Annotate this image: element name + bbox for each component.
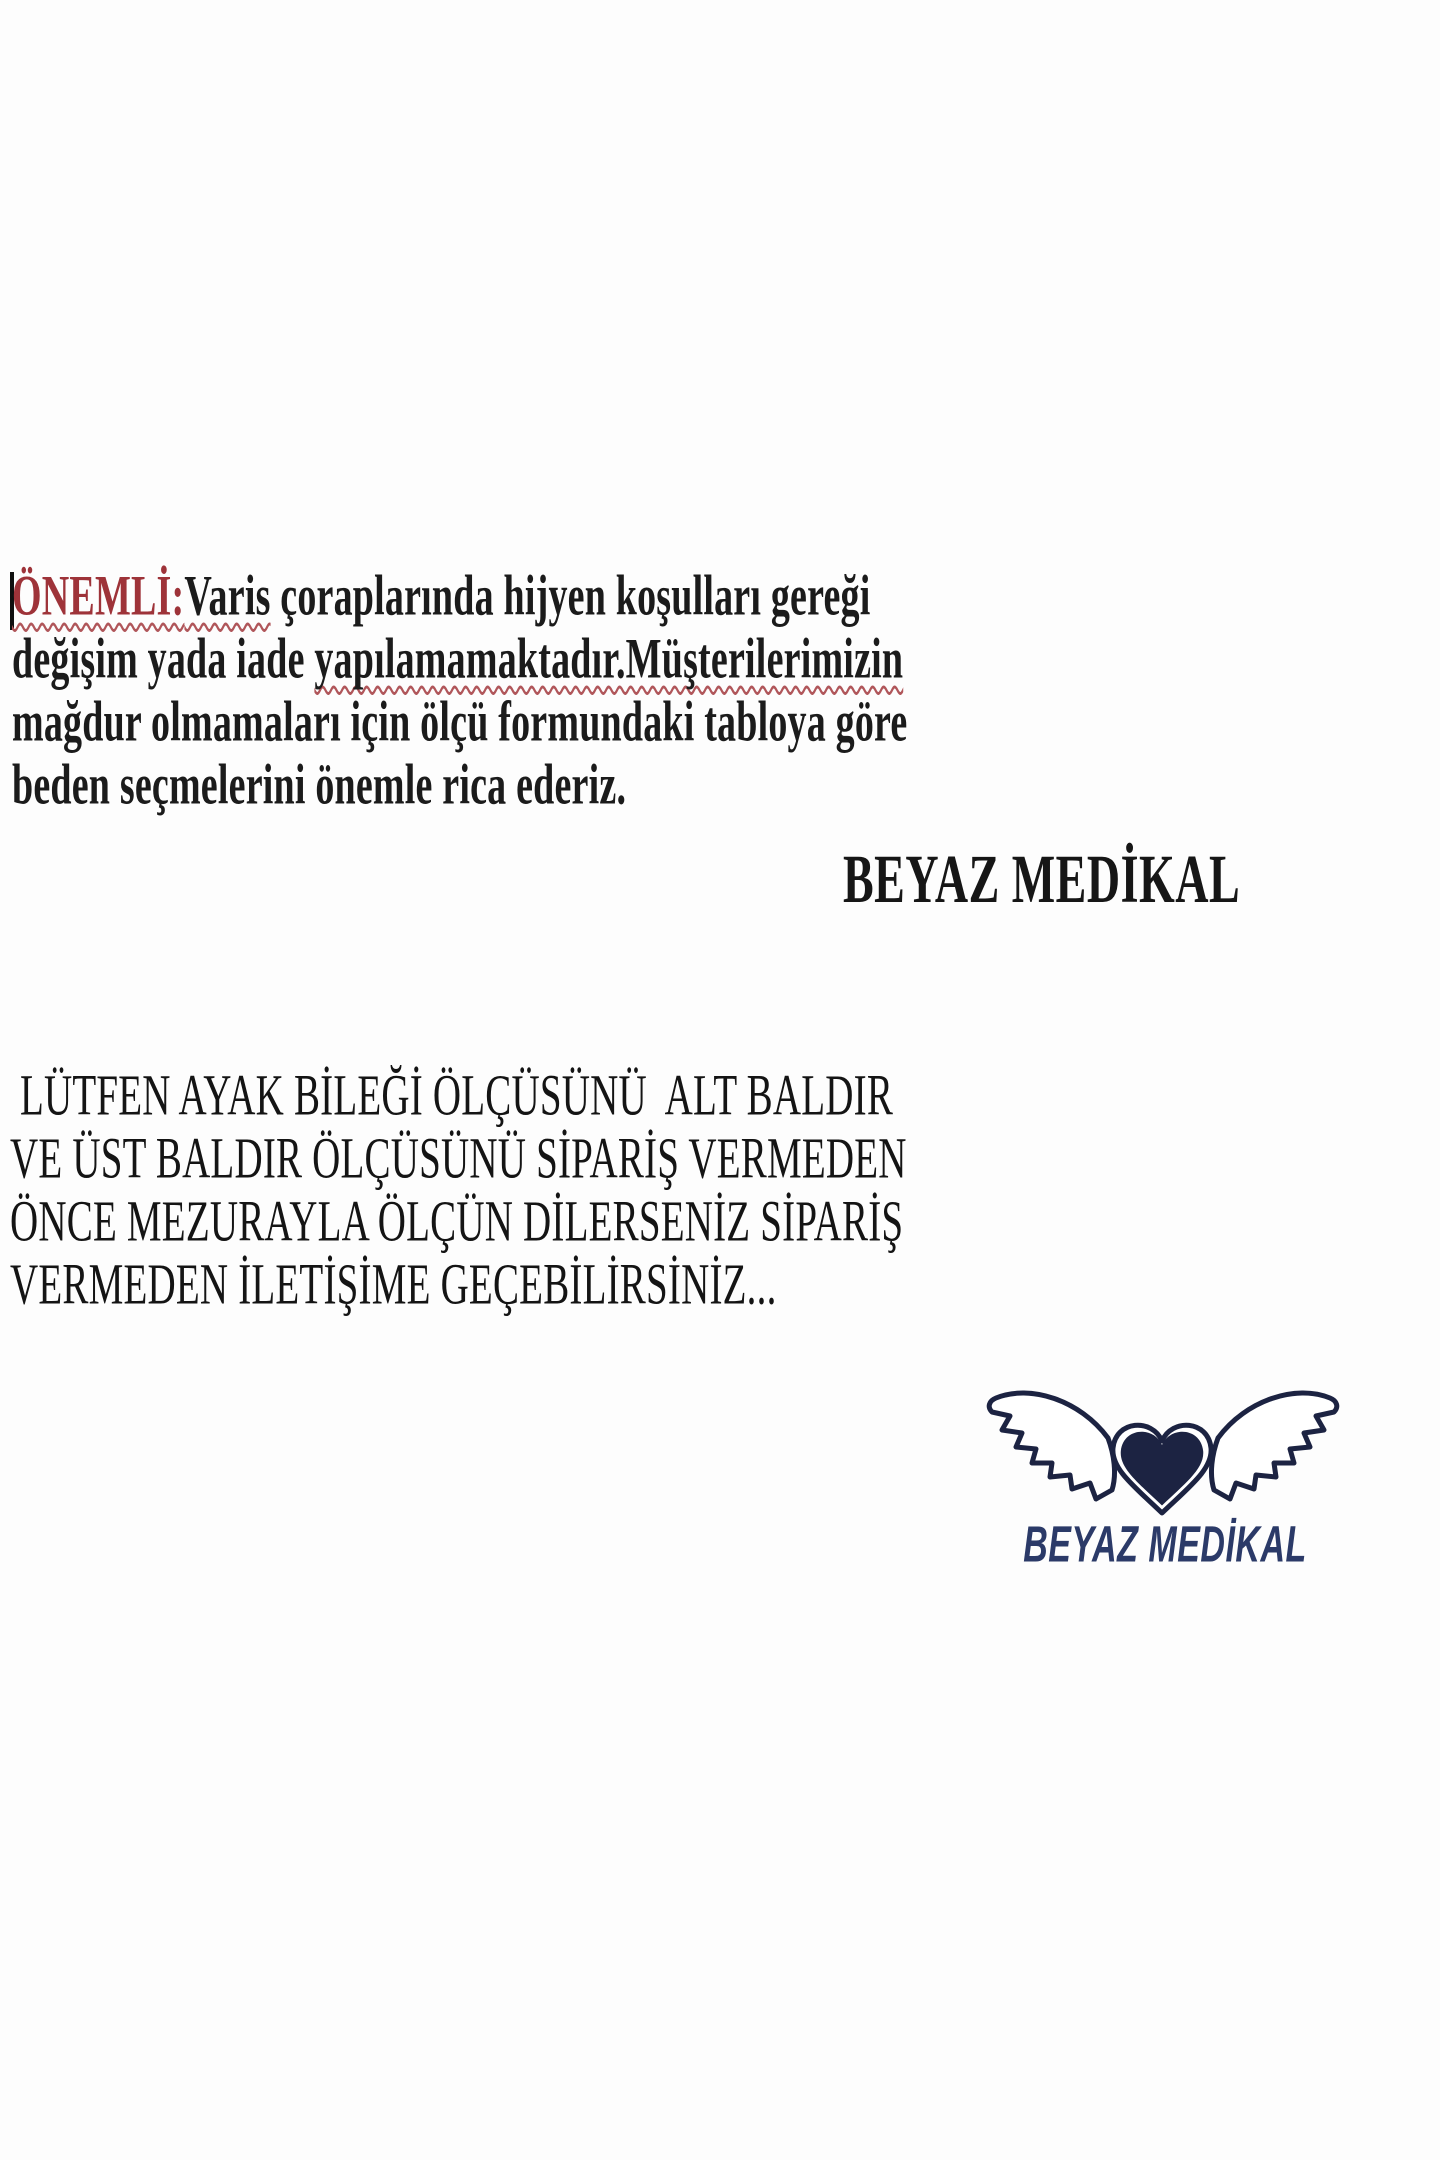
left-wing-icon [989, 1393, 1114, 1499]
notice-flagged-word: Varis [184, 565, 271, 628]
notice-line-4: beden seçmelerini önemle rica ederiz. [12, 754, 627, 817]
logo-brand-text: BEYAZ MEDİKAL [1023, 1516, 1307, 1574]
size-warning-line-4: VERMEDEN İLETİŞİME GEÇEBİLİRSİNİZ... [10, 1252, 777, 1317]
size-warning-line-1: LÜTFEN AYAK BİLEĞİ ÖLÇÜSÜNÜ ALT BALDIR [10, 1063, 894, 1128]
winged-heart-logo [980, 1386, 1346, 1532]
right-wing-icon [1211, 1393, 1336, 1499]
notice-line-1-rest: çoraplarında hijyen koşulları gereği [270, 565, 871, 628]
notice-line-1 [12, 565, 907, 628]
notice-line-2-start: değişim yada iade [12, 628, 315, 691]
important-notice-paragraph [12, 565, 907, 817]
size-warning-line-3: ÖNCE MEZURAYLA ÖLÇÜN DİLERSENİZ SİPARİŞ [10, 1189, 904, 1254]
size-warning-paragraph [10, 1065, 907, 1317]
size-warning-line-2: VE ÜST BALDIR ÖLÇÜSÜNÜ SİPARİŞ VERMEDEN [10, 1126, 907, 1191]
winged-heart-icon [980, 1386, 1346, 1532]
notice-line-2 [12, 628, 907, 691]
notice-line-2-flagged: yapılamamaktadır.Müşterilerimizin [314, 628, 904, 691]
notice-keyword: ÖNEMLİ: [12, 565, 185, 628]
notice-line-3: mağdur olmamaları için ölçü formundaki tabloya göre [12, 691, 908, 754]
signature-text: BEYAZ MEDİKAL [843, 840, 1241, 917]
